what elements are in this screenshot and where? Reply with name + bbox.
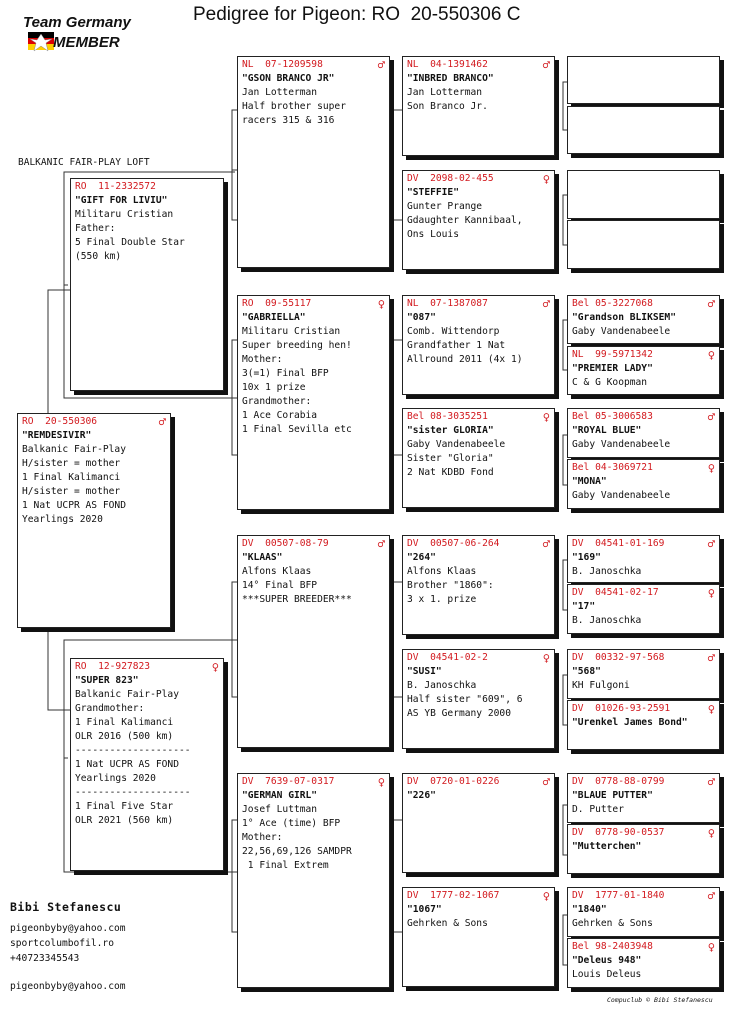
note-line: Son Branco Jr. [407, 101, 488, 112]
pigeon-name: "GERMAN GIRL" [242, 790, 318, 801]
ring-number: DV 7639-07-0317 [242, 776, 335, 787]
pigeon-name: "1840" [572, 904, 607, 915]
note-line: 1 Final Sevilla etc [242, 424, 352, 435]
note-line: Sister "Gloria" [407, 453, 494, 464]
grandparent-card[interactable] [237, 535, 390, 748]
ancestor-card[interactable] [567, 938, 720, 988]
grandparent-card[interactable] [237, 773, 390, 988]
ring-number: DV 04541-01-169 [572, 538, 665, 549]
ring-number: DV 00507-06-264 [407, 538, 500, 549]
note-line: Mother: [242, 354, 283, 365]
grandparent-card[interactable] [237, 56, 390, 268]
great-grandparent-card[interactable] [402, 649, 555, 749]
ring-number: DV 1777-02-1067 [407, 890, 500, 901]
owner-name: Balkanic Fair-Play [22, 444, 126, 455]
pigeon-name: "MONA" [572, 476, 607, 487]
owner-name: Gehrken & Sons [407, 918, 488, 929]
ring-number: DV 04541-02-17 [572, 587, 659, 598]
female-sex-icon: ♀ [542, 651, 550, 665]
note-line: Grandmother: [75, 703, 145, 714]
contact-phone[interactable]: +40723345543 [10, 953, 80, 964]
loft-name: BALKANIC FAIR-PLAY LOFT [18, 157, 150, 168]
ancestor-card[interactable] [567, 346, 720, 395]
ring-number: RO 12-927823 [75, 661, 151, 672]
ring-number: NL 07-1387087 [407, 298, 488, 309]
note-line: Gdaughter Kannibaal, [407, 215, 523, 226]
note-line: AS YB Germany 2000 [407, 708, 511, 719]
ancestor-card[interactable] [567, 408, 720, 458]
ring-number: NL 04-1391462 [407, 59, 488, 70]
note-line: 1 Nat UCPR AS FOND [75, 759, 179, 770]
note-line: Ons Louis [407, 229, 459, 240]
ring-number: Bel 05-3006583 [572, 411, 653, 422]
ancestor-card[interactable] [567, 535, 720, 583]
great-grandparent-card[interactable] [402, 408, 555, 508]
owner-name: B. Janoschka [572, 615, 642, 626]
note-line: Grandmother: [242, 396, 312, 407]
owner-name: Balkanic Fair-Play [75, 689, 179, 700]
note-line: 14° Final BFP [242, 580, 318, 591]
ancestor-card[interactable] [567, 459, 720, 509]
female-sex-icon: ♀ [707, 461, 715, 475]
note-line: 3 x 1. prize [407, 594, 477, 605]
contact-email-secondary[interactable]: pigeonbyby@yahoo.com [10, 981, 126, 992]
pigeon-name: "ROYAL BLUE" [572, 425, 642, 436]
male-sex-icon: ♂ [707, 537, 715, 551]
owner-name: Gehrken & Sons [572, 918, 653, 929]
note-line: 3(=1) Final BFP [242, 368, 329, 379]
pigeon-name: "REMDESIVIR" [22, 430, 92, 441]
owner-name: Gaby Vandenabeele [572, 326, 671, 337]
ring-number: NL 07-1209598 [242, 59, 323, 70]
note-line: Half brother super [242, 101, 346, 112]
owner-name: Jan Lotterman [242, 87, 318, 98]
male-sex-icon: ♂ [542, 58, 550, 72]
german-eagle-flag-icon [28, 30, 54, 54]
ancestor-card[interactable] [567, 887, 720, 937]
female-sex-icon: ♀ [542, 889, 550, 903]
ring-number: DV 0720-01-0226 [407, 776, 500, 787]
great-grandparent-card[interactable] [402, 56, 555, 156]
subject-pigeon-card[interactable] [17, 413, 171, 628]
owner-name: Josef Luttman [242, 804, 318, 815]
female-sex-icon: ♀ [707, 586, 715, 600]
note-line: 1° Ace (time) BFP [242, 818, 341, 829]
note-line: Brother "1860": [407, 580, 494, 591]
ring-number: Bel 98-2403948 [572, 941, 653, 952]
ring-number: DV 0778-90-0537 [572, 827, 665, 838]
ring-number: DV 01026-93-2591 [572, 703, 671, 714]
pigeon-name: "INBRED BRANCO" [407, 73, 494, 84]
ring-number: DV 00507-08-79 [242, 538, 329, 549]
ring-number: DV 0778-88-0799 [572, 776, 665, 787]
pigeon-name: "SUPER 823" [75, 675, 139, 686]
pigeon-name: "264" [407, 552, 436, 563]
note-line: -------------------- [75, 787, 191, 798]
female-sex-icon: ♀ [707, 940, 715, 954]
note-line: Yearlings 2020 [75, 773, 156, 784]
ring-number: RO 11-2332572 [75, 181, 156, 192]
great-grandparent-card[interactable] [402, 170, 555, 270]
female-sex-icon: ♀ [707, 348, 715, 362]
pigeon-name: "1067" [407, 904, 442, 915]
grandparent-card[interactable] [237, 295, 390, 510]
owner-name: Comb. Wittendorp [407, 326, 500, 337]
owner-name: Alfons Klaas [242, 566, 312, 577]
owner-name: Gunter Prange [407, 201, 483, 212]
pigeon-name: "KLAAS" [242, 552, 283, 563]
ancestor-card[interactable] [567, 824, 720, 874]
pigeon-name: "226" [407, 790, 436, 801]
pigeon-name: "sister GLORIA" [407, 425, 494, 436]
female-sex-icon: ♀ [542, 172, 550, 186]
note-line: H/sister = mother [22, 486, 121, 497]
ring-number: Bel 04-3069721 [572, 462, 653, 473]
ring-number: DV 04541-02-2 [407, 652, 488, 663]
great-grandparent-card[interactable] [402, 535, 555, 635]
contact-email[interactable]: pigeonbyby@yahoo.com [10, 923, 126, 934]
note-line: Mother: [242, 832, 283, 843]
note-line: 5 Final Double Star [75, 237, 185, 248]
note-line: OLR 2021 (560 km) [75, 815, 174, 826]
pigeon-name: "STEFFIE" [407, 187, 459, 198]
owner-name-heading: Bibi Stefanescu [10, 900, 122, 914]
pigeon-name: "Deleus 948" [572, 955, 642, 966]
pigeon-name: "Grandson BLIKSEM" [572, 312, 676, 323]
pigeon-name: "568" [572, 666, 601, 677]
note-line: Half sister "609", 6 [407, 694, 523, 705]
male-sex-icon: ♂ [377, 537, 385, 551]
owner-name: C & G Koopman [572, 377, 648, 388]
owner-name: Militaru Cristian [242, 326, 341, 337]
owner-name: Gaby Vandenabeele [407, 439, 506, 450]
contact-website[interactable]: sportcolumbofil.ro [10, 938, 114, 949]
note-line: Super breeding hen! [242, 340, 352, 351]
owner-name: B. Janoschka [407, 680, 477, 691]
owner-name: KH Fulgoni [572, 680, 630, 691]
male-sex-icon: ♂ [707, 775, 715, 789]
pigeon-name: "PREMIER LADY" [572, 363, 653, 374]
owner-name: D. Putter [572, 804, 624, 815]
note-line: 1 Nat UCPR AS FOND [22, 500, 126, 511]
male-sex-icon: ♂ [707, 889, 715, 903]
pigeon-name: "087" [407, 312, 436, 323]
female-sex-icon: ♀ [377, 297, 385, 311]
ancestor-card[interactable] [567, 773, 720, 823]
owner-name: Jan Lotterman [407, 87, 483, 98]
great-grandparent-card[interactable] [402, 295, 555, 395]
female-sex-icon: ♀ [211, 660, 219, 674]
owner-name: B. Janoschka [572, 566, 642, 577]
empty-ancestor-card[interactable] [567, 170, 720, 219]
male-sex-icon: ♂ [542, 537, 550, 551]
empty-ancestor-card[interactable] [567, 106, 720, 154]
male-sex-icon: ♂ [707, 297, 715, 311]
note-line: Yearlings 2020 [22, 514, 103, 525]
ring-number: DV 1777-01-1840 [572, 890, 665, 901]
mother-pigeon-card[interactable] [70, 658, 224, 871]
pigeon-name: "Mutterchen" [572, 841, 642, 852]
page-title: Pedigree for Pigeon: RO 20-550306 C [193, 4, 521, 25]
male-sex-icon: ♂ [707, 651, 715, 665]
note-line: Father: [75, 223, 116, 234]
note-line: OLR 2016 (500 km) [75, 731, 174, 742]
pigeon-name: "GABRIELLA" [242, 312, 306, 323]
note-line: 1 Final Extrem [242, 860, 329, 871]
female-sex-icon: ♀ [377, 775, 385, 789]
ring-number: Bel 08-3035251 [407, 411, 488, 422]
empty-ancestor-card[interactable] [567, 220, 720, 269]
empty-ancestor-card[interactable] [567, 56, 720, 104]
owner-name: Gaby Vandenabeele [572, 490, 671, 501]
ancestor-card[interactable] [567, 649, 720, 699]
note-line: 2 Nat KDBD Fond [407, 467, 494, 478]
ring-number: RO 09-55117 [242, 298, 312, 309]
note-line: Allround 2011 (4x 1) [407, 354, 523, 365]
pigeon-name: "GSON BRANCO JR" [242, 73, 335, 84]
male-sex-icon: ♂ [158, 415, 166, 429]
note-line: 22,56,69,126 SAMDPR [242, 846, 352, 857]
pigeon-name: "17" [572, 601, 596, 612]
female-sex-icon: ♀ [542, 410, 550, 424]
owner-name: Militaru Cristian [75, 209, 174, 220]
ring-number: RO 20-550306 [22, 416, 98, 427]
pigeon-name: "GIFT FOR LIVIU" [75, 195, 168, 206]
male-sex-icon: ♂ [542, 775, 550, 789]
owner-name: Louis Deleus [572, 969, 642, 980]
note-line: ***SUPER BREEDER*** [242, 594, 352, 605]
male-sex-icon: ♂ [542, 297, 550, 311]
ancestor-card[interactable] [567, 295, 720, 344]
note-line: 1 Final Kalimanci [75, 717, 174, 728]
father-pigeon-card[interactable] [70, 178, 224, 391]
female-sex-icon: ♀ [707, 826, 715, 840]
member-logo-text: MEMBER [53, 34, 120, 51]
note-line: (550 km) [75, 251, 122, 262]
ring-number: NL 99-5971342 [572, 349, 653, 360]
note-line: H/sister = mother [22, 458, 121, 469]
pigeon-name: "BLAUE PUTTER" [572, 790, 653, 801]
female-sex-icon: ♀ [707, 702, 715, 716]
owner-name: Alfons Klaas [407, 566, 477, 577]
great-grandparent-card[interactable] [402, 887, 555, 987]
note-line: 1 Final Five Star [75, 801, 174, 812]
note-line: racers 315 & 316 [242, 115, 335, 126]
ring-number: Bel 05-3227068 [572, 298, 653, 309]
male-sex-icon: ♂ [377, 58, 385, 72]
note-line: 1 Final Kalimanci [22, 472, 121, 483]
note-line: Grandfather 1 Nat [407, 340, 506, 351]
note-line: 1 Ace Corabia [242, 410, 318, 421]
pigeon-name: "169" [572, 552, 601, 563]
footer-credit: Compuclub © Bibi Stefanescu [607, 996, 713, 1004]
great-grandparent-card[interactable] [402, 773, 555, 873]
ring-number: DV 00332-97-568 [572, 652, 665, 663]
team-germany-logo-text: Team Germany [23, 14, 131, 31]
male-sex-icon: ♂ [707, 410, 715, 424]
note-line: -------------------- [75, 745, 191, 756]
pigeon-name: "SUSI" [407, 666, 442, 677]
ring-number: DV 2098-02-455 [407, 173, 494, 184]
ancestor-card[interactable] [567, 700, 720, 750]
owner-name: Gaby Vandenabeele [572, 439, 671, 450]
pigeon-name: "Urenkel James Bond" [572, 717, 688, 728]
note-line: 10x 1 prize [242, 382, 306, 393]
ancestor-card[interactable] [567, 584, 720, 634]
